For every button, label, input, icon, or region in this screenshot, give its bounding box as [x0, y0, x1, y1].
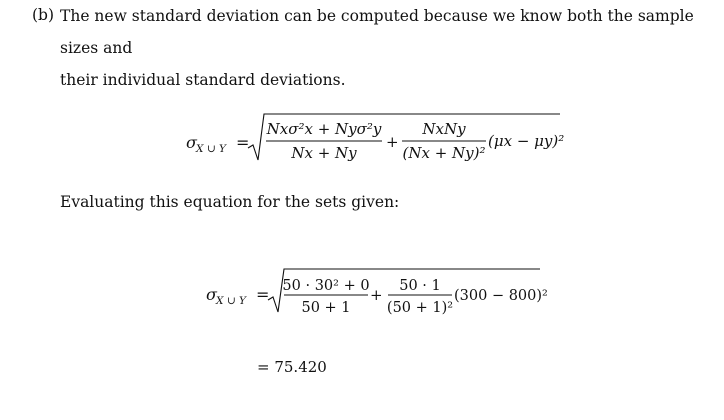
intro-line-2: their individual standard deviations. — [60, 71, 346, 89]
formula-lhs-subscript: X ∪ Y — [196, 143, 226, 155]
evaluate-line: Evaluating this equation for the sets given: — [60, 193, 400, 211]
numeric-frac2-denominator: (50 + 1)² — [386, 300, 454, 316]
formula-plus: + — [386, 133, 399, 151]
general-formula — [0, 108, 724, 178]
intro-line-1: The new standard deviation can be computed because we know both the sample sizes and — [60, 7, 694, 57]
numeric-equals: = — [256, 285, 270, 304]
general-formula-svg — [0, 108, 724, 178]
numeric-frac1-denominator: 50 + 1 — [301, 300, 351, 316]
evaluate-paragraph — [60, 186, 700, 218]
formula-frac2-denominator: (Nx + Ny)² — [402, 144, 486, 162]
numeric-frac1-numerator: 50 · 30² + 0 — [282, 278, 370, 294]
intro-paragraph — [60, 0, 700, 96]
formula-frac2-numerator: NxNy — [422, 120, 466, 138]
formula-tail: (μx − μy)² — [488, 132, 565, 150]
numeric-plus: + — [370, 286, 383, 304]
formula-equals: = — [236, 133, 250, 152]
numeric-tail: (300 − 800)² — [454, 288, 548, 304]
formula-frac1-denominator: Nx + Ny — [291, 144, 357, 162]
numeric-formula — [0, 262, 724, 332]
formula-lhs-sigma: σ — [186, 133, 197, 152]
formula-frac1-numerator: Nxσ²x + Nyσ²y — [266, 120, 382, 138]
numeric-lhs-sigma: σ — [206, 285, 217, 304]
part-label: (b) — [32, 6, 55, 24]
result-value: = 75.420 — [257, 358, 327, 376]
numeric-formula-svg — [0, 262, 724, 332]
numeric-lhs-subscript: X ∪ Y — [216, 295, 246, 307]
numeric-frac2-numerator: 50 · 1 — [399, 278, 441, 294]
